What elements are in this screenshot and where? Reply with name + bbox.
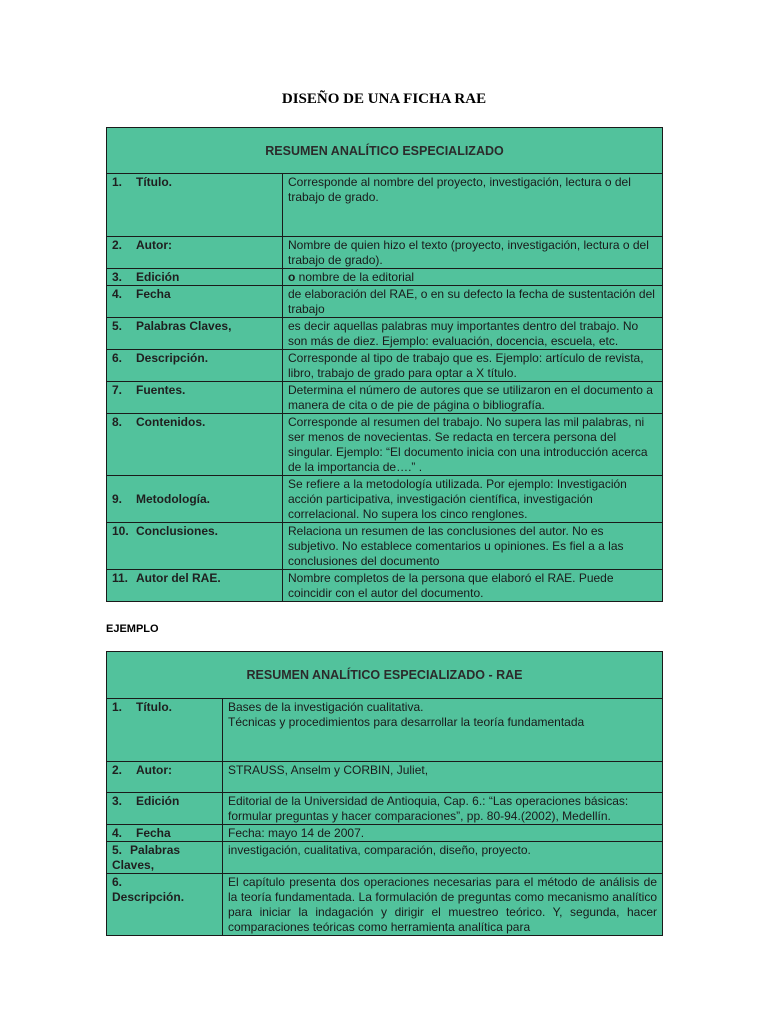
page-title: DISEÑO DE UNA FICHA RAE <box>281 91 487 107</box>
row-number: 3. <box>112 270 123 284</box>
row-text: STRAUSS, Anselm y CORBIN, Juliet, <box>223 762 663 793</box>
row-label: Fecha <box>136 826 171 840</box>
row-number: 6. <box>112 351 123 365</box>
table-row <box>107 699 663 762</box>
row-label: Fecha <box>136 287 171 301</box>
rae-example-table <box>106 651 663 936</box>
row-text: Editorial de la Universidad de Antioquia, Cap. 6.: “Las operaciones básicas: formular preguntas y hacer comparaciones”, pp. 80-94.(2002), Medellín. <box>223 793 663 825</box>
row-text: El capítulo presenta dos operaciones necesarias para el método de análisis de la teoría fundamentada. La formulación de preguntas como mecanismo analítico para iniciar la indagación y dirigir el muestreo teórico. Y, segunda, hacer comparaciones teóricas como herramienta analítica para <box>223 874 663 936</box>
row-label: Descripción. <box>112 890 185 904</box>
table-row <box>107 382 663 414</box>
table-row <box>107 318 663 350</box>
row-number: 1. <box>112 175 123 189</box>
row-number: 3. <box>112 794 123 808</box>
table-row <box>107 762 663 793</box>
row-text: Determina el número de autores que se utilizaron en el documento a manera de cita o de pie de página o bibliografía. <box>283 382 663 414</box>
row-number: 5. <box>112 319 123 333</box>
table-row <box>107 842 663 874</box>
row-number: 9. <box>112 492 123 506</box>
rae-design-table <box>106 127 663 602</box>
row-number: 6. <box>112 875 123 889</box>
row-number: 11. <box>112 571 129 585</box>
table-row <box>107 286 663 318</box>
row-label: Conclusiones. <box>136 524 219 538</box>
row-text-2: Técnicas y procedimientos para desarrollar la teoría fundamentada <box>228 715 585 729</box>
table-row <box>107 793 663 825</box>
row-text: de elaboración del RAE, o en su defecto la fecha de sustentación del trabajo <box>283 286 663 318</box>
row-number: 4. <box>112 826 123 840</box>
example-label: EJEMPLO <box>106 623 159 635</box>
row-text: Bases de la investigación cualitativa. <box>228 700 424 714</box>
row-text: Relaciona un resumen de las conclusiones del autor. No es subjetivo. No establece comentarios u opiniones. Es fiel a a las conclusiones del documento <box>283 523 663 570</box>
row-number: 2. <box>112 763 123 777</box>
row-label: Fuentes. <box>136 383 186 397</box>
row-label: Metodología. <box>136 492 210 506</box>
row-label: Edición <box>136 794 180 808</box>
row-text: investigación, cualitativa, comparación, diseño, proyecto. <box>223 842 663 874</box>
table-header: RESUMEN ANALÍTICO ESPECIALIZADO <box>107 128 663 174</box>
table-row <box>107 414 663 476</box>
row-text: Nombre completos de la persona que elaboró el RAE. Puede coincidir con el autor del documento. <box>283 570 663 602</box>
row-label: Autor del RAE. <box>136 571 221 585</box>
row-number: 5. <box>112 843 123 857</box>
row-text: Se refiere a la metodología utilizada. Por ejemplo: Investigación acción participativa, investigación científica, investigación correlacional. No supera los cinco renglones. <box>283 476 663 523</box>
row-label: Título. <box>136 175 172 189</box>
table-row <box>107 476 663 523</box>
row-number: 2. <box>112 238 123 252</box>
table-row <box>107 269 663 286</box>
table-row <box>107 350 663 382</box>
row-label: Título. <box>136 700 172 714</box>
row-number: 8. <box>112 415 123 429</box>
table-row <box>107 570 663 602</box>
row-text: Nombre de quien hizo el texto (proyecto, investigación, lectura o del trabajo de grado). <box>283 237 663 269</box>
row-text-bold: o <box>288 270 296 284</box>
row-text: Fecha: mayo 14 de 2007. <box>223 825 663 842</box>
row-text: es decir aquellas palabras muy importantes dentro del trabajo. No son más de diez. Ejemplo: evaluación, docencia, escuela, etc. <box>283 318 663 350</box>
row-number: 1. <box>112 700 123 714</box>
row-label: Contenidos. <box>136 415 206 429</box>
row-label: Palabras Claves, <box>112 843 181 872</box>
row-text: nombre de la editorial <box>295 270 415 284</box>
table-row <box>107 874 663 936</box>
row-label: Palabras Claves, <box>136 319 232 333</box>
row-number: 7. <box>112 383 123 397</box>
table-header: RESUMEN ANALÍTICO ESPECIALIZADO - RAE <box>107 652 663 699</box>
row-label: Autor: <box>136 238 172 252</box>
table-row <box>107 174 663 237</box>
table-row <box>107 237 663 269</box>
table-row <box>107 523 663 570</box>
row-label: Edición <box>136 270 180 284</box>
row-text: Corresponde al resumen del trabajo. No supera las mil palabras, ni ser menos de novecientas. Se redacta en tercera persona del singular. Ejemplo: “El documento inicia con una introducción acerca de la importancia de….” . <box>283 414 663 476</box>
row-text: Corresponde al tipo de trabajo que es. Ejemplo: artículo de revista, libro, trabajo de grado para optar a X título. <box>283 350 663 382</box>
row-label: Autor: <box>136 763 172 777</box>
row-text: Corresponde al nombre del proyecto, investigación, lectura o del trabajo de grado. <box>283 174 663 237</box>
row-label: Descripción. <box>136 351 209 365</box>
row-number: 10. <box>112 524 129 538</box>
table-row <box>107 825 663 842</box>
row-number: 4. <box>112 287 123 301</box>
